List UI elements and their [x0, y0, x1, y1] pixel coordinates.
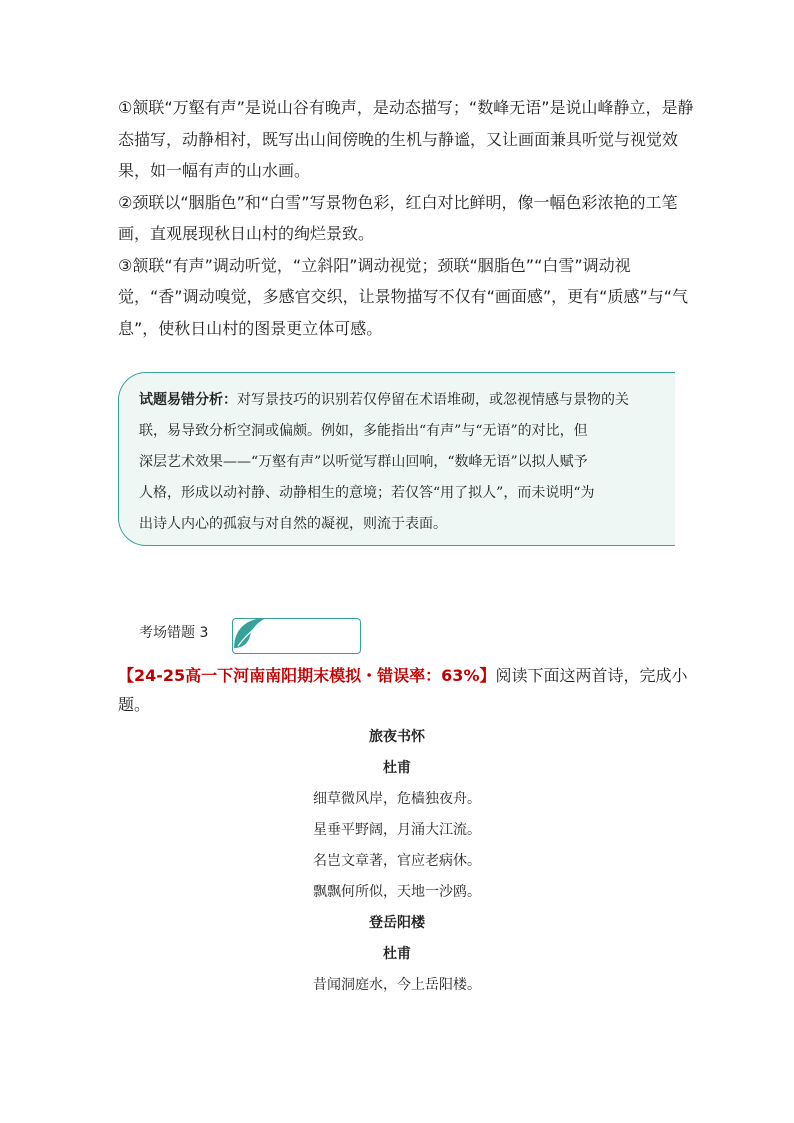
answer-point-2: ②颈联以“胭脂色”和“白雪”写景物色彩，红白对比鲜明，像一幅色彩浓艳的工笔画，直观展现秋日山村的绚烂景致。 [118, 192, 678, 243]
poem-1-title: 旅夜书怀 [369, 729, 425, 745]
section-tab-label: 考场错题 3 [139, 625, 209, 641]
error-analysis-label: 试题易错分析： [139, 392, 237, 408]
poem-1-author: 杜甫 [383, 760, 411, 776]
error-analysis-line-4: 人格，形成以动衬静、动静相生的意境；若仅答“用了拟人”，而未说明“为 [139, 485, 595, 501]
error-analysis-line-2: 联，易导致分析空洞或偏颇。例如，多能指出“有声”与“无语”的对比，但 [139, 423, 588, 439]
poem-2-title: 登岳阳楼 [369, 915, 425, 931]
error-analysis-line-3: 深层艺术效果——“万壑有声”以听觉写群山回响，“数峰无语”以拟人赋予 [139, 454, 588, 470]
poem-1-line: 名岂文章著，官应老病休。 [313, 853, 481, 869]
answer-point-1: ①颔联“万壑有声”是说山谷有晚声，是动态描写；“数峰无语”是说山峰静立，是静态描写，动静相衬，既写出山间傍晚的生机与静谧，又让画面兼具听觉与视觉效果，如一幅有声的山水画。 [118, 98, 694, 180]
poem-2-line: 昔闻洞庭水，今上岳阳楼。 [313, 977, 481, 993]
answer-section [118, 92, 698, 344]
question-text: 阅读下面这两首诗，完成小题。 [118, 666, 688, 714]
question-intro [118, 661, 698, 719]
error-analysis-box [118, 372, 675, 546]
poems-section [118, 722, 676, 1001]
error-analysis-line-1: 试题易错分析：对写景技巧的识别若仅停留在术语堆砌，或忽视情感与景物的关 [139, 392, 629, 408]
poem-1-line: 星垂平野阔，月涌大江流。 [313, 822, 481, 838]
leaf-icon [228, 612, 270, 654]
poem-1-line: 细草微风岸，危樯独夜舟。 [313, 791, 481, 807]
poem-1-line: 飘飘何所似，天地一沙鸥。 [313, 884, 481, 900]
poem-2-author: 杜甫 [383, 946, 411, 962]
error-analysis-line-5: 出诗人内心的孤寂与对自然的凝视，则流于表面。 [139, 516, 447, 532]
error-analysis-text [139, 385, 675, 540]
answer-point-3: ③颔联“有声”调动听觉，“立斜阳”调动视觉；颈联“胭脂色”“白雪”调动视觉，“香”调动嗅觉，多感官交织，让景物描写不仅有“画面感”，更有“质感”与“气息”，使秋日山村的图景更立体可感。 [118, 255, 689, 338]
question-source: 【24-25高一下河南南阳期末模拟・错误率：63%】 [118, 666, 496, 685]
